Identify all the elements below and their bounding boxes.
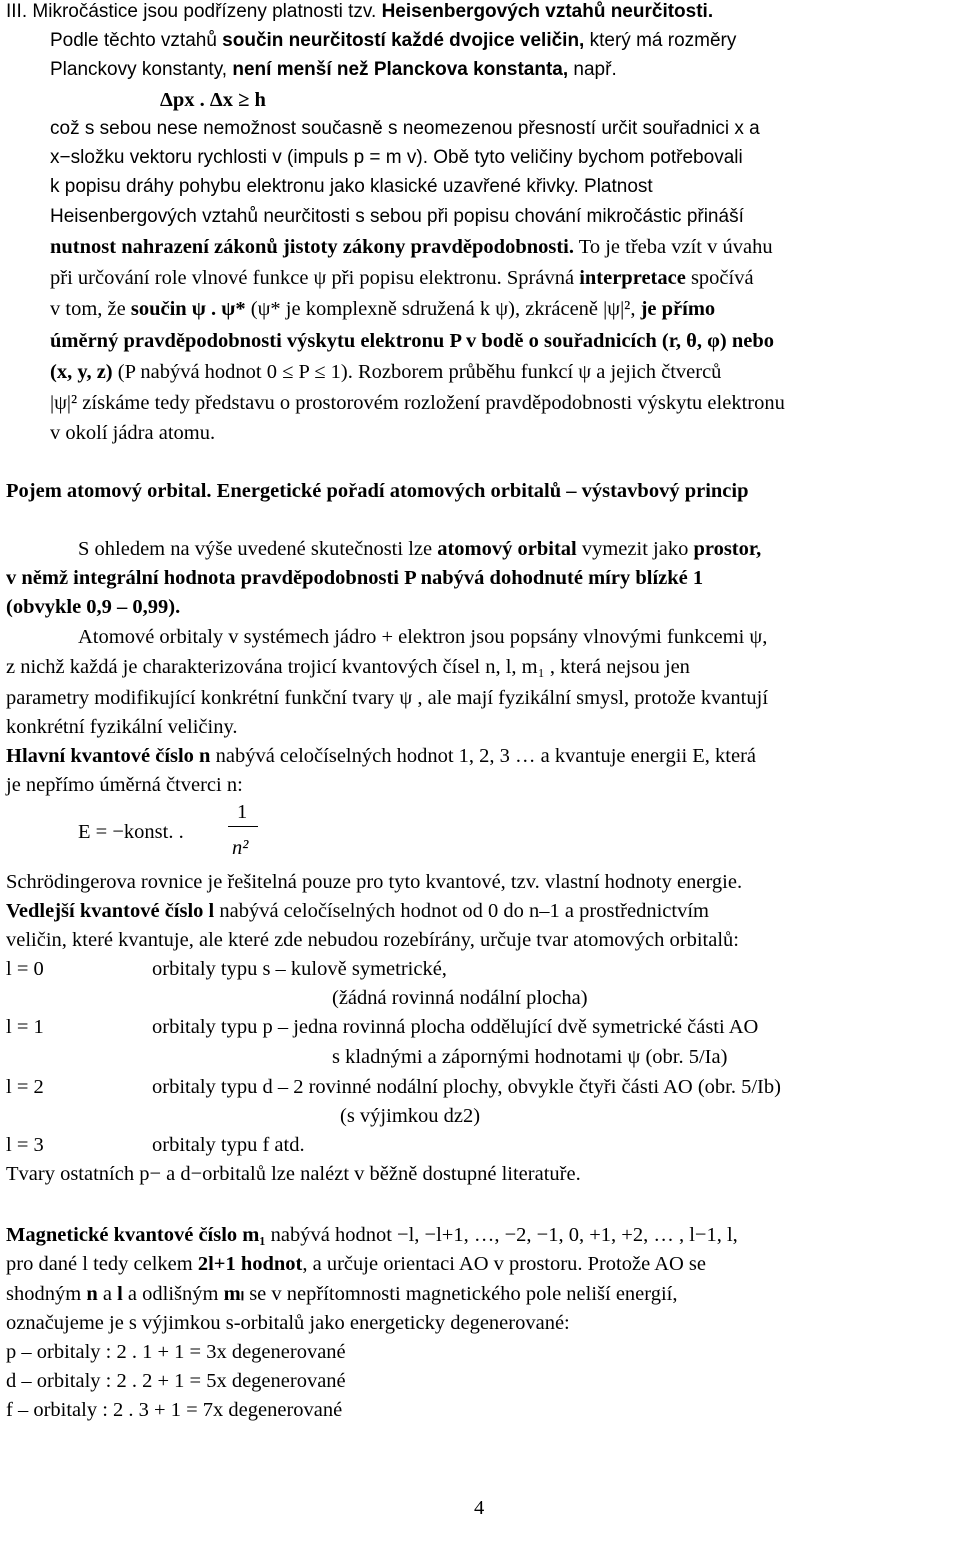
heisenberg-formula: Δpx . Δx ≥ h bbox=[160, 89, 266, 111]
magnetic-qn-2: pro dané l tedy celkem 2l+1 hodnot, a určuje orientaci AO v prostoru. Protože AO se bbox=[6, 1253, 707, 1275]
line-11: v tom, že součin ψ . ψ* (ψ* je komplexně sdružená k ψ), zkráceně |ψ|², je přímo bbox=[50, 298, 716, 320]
page-number: 4 bbox=[474, 1497, 485, 1519]
l2-note: (s výjimkou dz2) bbox=[340, 1105, 481, 1127]
line-12: úměrný pravděpodobnosti výskytu elektronu P v bodě o souřadnicích (r, θ, φ) nebo bbox=[50, 330, 775, 352]
line-3: Planckovy konstanty, není menší než Planckova konstanta, např. bbox=[50, 59, 617, 80]
line-10: při určování role vlnové funkce ψ při popisu elektronu. Správná interpretace spočívá bbox=[50, 267, 754, 289]
line-6: x−složku vektoru rychlosti v (impuls p = m v). Obě tyto veličiny bychom potřebovali bbox=[50, 147, 743, 168]
l0-desc: orbitaly typu s – kulově symetrické, bbox=[152, 958, 447, 980]
azimuthal-qn-2: veličin, které kvantuje, ale které zde nebudou rozebírány, určuje tvar atomových orbitalů: bbox=[6, 929, 739, 951]
line-13: (x, y, z) (P nabývá hodnot 0 ≤ P ≤ 1). Rozborem průběhu funkcí ψ a jejich čtverců bbox=[50, 361, 722, 383]
magnetic-qn-4: označujeme je s výjimkou s-orbitalů jako energeticky degenerované: bbox=[6, 1312, 570, 1334]
line-2: Podle těchto vztahů součin neurčitostí každé dvojice veličin, který má rozměry bbox=[50, 30, 737, 51]
l1-desc: orbitaly typu p – jedna rovinná plocha oddělující dvě symetrické části AO bbox=[152, 1016, 759, 1038]
l1-note: s kladnými a zápornými hodnotami ψ (obr. 5/Ia) bbox=[332, 1046, 728, 1068]
para-4: Atomové orbitaly v systémech jádro + elektron jsou popsány vlnovými funkcemi ψ, bbox=[78, 626, 768, 648]
para-6: parametry modifikující konkrétní funkční tvary ψ , ale mají fyzikální smysl, protože kvantují bbox=[6, 687, 769, 709]
degeneracy-f: f – orbitaly : 2 . 3 + 1 = 7x degenerované bbox=[6, 1399, 343, 1421]
para-7: konkrétní fyzikální veličiny. bbox=[6, 716, 238, 738]
line-7: k popisu dráhy pohybu elektronu jako klasické uzavřené křivky. Platnost bbox=[50, 176, 653, 197]
line-8: Heisenbergových vztahů neurčitosti s sebou při popisu chování mikročástic přináší bbox=[50, 206, 744, 227]
l3-label: l = 3 bbox=[6, 1134, 44, 1156]
para-1: S ohledem na výše uvedené skutečnosti lze atomový orbital vymezit jako prostor, bbox=[78, 538, 762, 560]
l2-label: l = 2 bbox=[6, 1076, 44, 1098]
l0-note: (žádná rovinná nodální plocha) bbox=[332, 987, 588, 1009]
l3-desc: orbitaly typu f atd. bbox=[152, 1134, 305, 1156]
schrodinger-line: Schrödingerova rovnice je řešitelná pouze pro tyto kvantové, tzv. vlastní hodnoty energie. bbox=[6, 871, 743, 893]
energy-equation-numerator: 1 bbox=[237, 801, 248, 823]
degeneracy-p: p – orbitaly : 2 . 1 + 1 = 3x degenerované bbox=[6, 1341, 346, 1363]
energy-equation-lhs: E = −konst. . bbox=[78, 821, 184, 843]
para-3: (obvykle 0,9 – 0,99). bbox=[6, 596, 181, 618]
degeneracy-d: d – orbitaly : 2 . 2 + 1 = 5x degenerované bbox=[6, 1370, 346, 1392]
energy-equation-denominator: n² bbox=[232, 837, 249, 859]
line-15: v okolí jádra atomu. bbox=[50, 422, 216, 444]
para-2: v němž integrální hodnota pravděpodobnosti P nabývá dohodnuté míry blízké 1 bbox=[6, 567, 704, 589]
l1-label: l = 1 bbox=[6, 1016, 44, 1038]
principal-qn-2: je nepřímo úměrná čtverci n: bbox=[6, 774, 243, 796]
l2-desc: orbitaly typu d – 2 rovinné nodální plochy, obvykle čtyři části AO (obr. 5/Ib) bbox=[152, 1076, 781, 1098]
shapes-note: Tvary ostatních p− a d−orbitalů lze nalézt v běžně dostupné literatuře. bbox=[6, 1163, 581, 1185]
magnetic-qn-3: shodným n a l a odlišným mₗ se v nepřítomnosti magnetického pole neliší energií, bbox=[6, 1283, 678, 1305]
azimuthal-qn-1: Vedlejší kvantové číslo l nabývá celočíselných hodnot od 0 do n–1 a prostřednictvím bbox=[6, 900, 709, 922]
l0-label: l = 0 bbox=[6, 958, 44, 980]
line-1: III. Mikročástice jsou podřízeny platnosti tzv. Heisenbergových vztahů neurčitosti. bbox=[6, 1, 714, 22]
line-14: |ψ|² získáme tedy představu o prostorovém rozložení pravděpodobnosti výskytu elektronu bbox=[50, 392, 785, 414]
fraction-bar bbox=[228, 826, 258, 827]
line-5: což s sebou nese nemožnost současně s neomezenou přesností určit souřadnici x a bbox=[50, 118, 760, 139]
line-9: nutnost nahrazení zákonů jistoty zákony pravděpodobnosti. To je třeba vzít v úvahu bbox=[50, 236, 773, 258]
principal-qn-1: Hlavní kvantové číslo n nabývá celočíselných hodnot 1, 2, 3 … a kvantuje energii E, která bbox=[6, 745, 757, 767]
magnetic-qn-1: Magnetické kvantové číslo m₁ nabývá hodnot −l, −l+1, …, −2, −1, 0, +1, +2, … , l−1, l, bbox=[6, 1224, 738, 1246]
section-heading: Pojem atomový orbital. Energetické pořadí atomových orbitalů – výstavbový princip bbox=[6, 480, 749, 502]
para-5: z nichž každá je charakterizována trojicí kvantových čísel n, l, m₁ , která nejsou jen bbox=[6, 656, 690, 678]
